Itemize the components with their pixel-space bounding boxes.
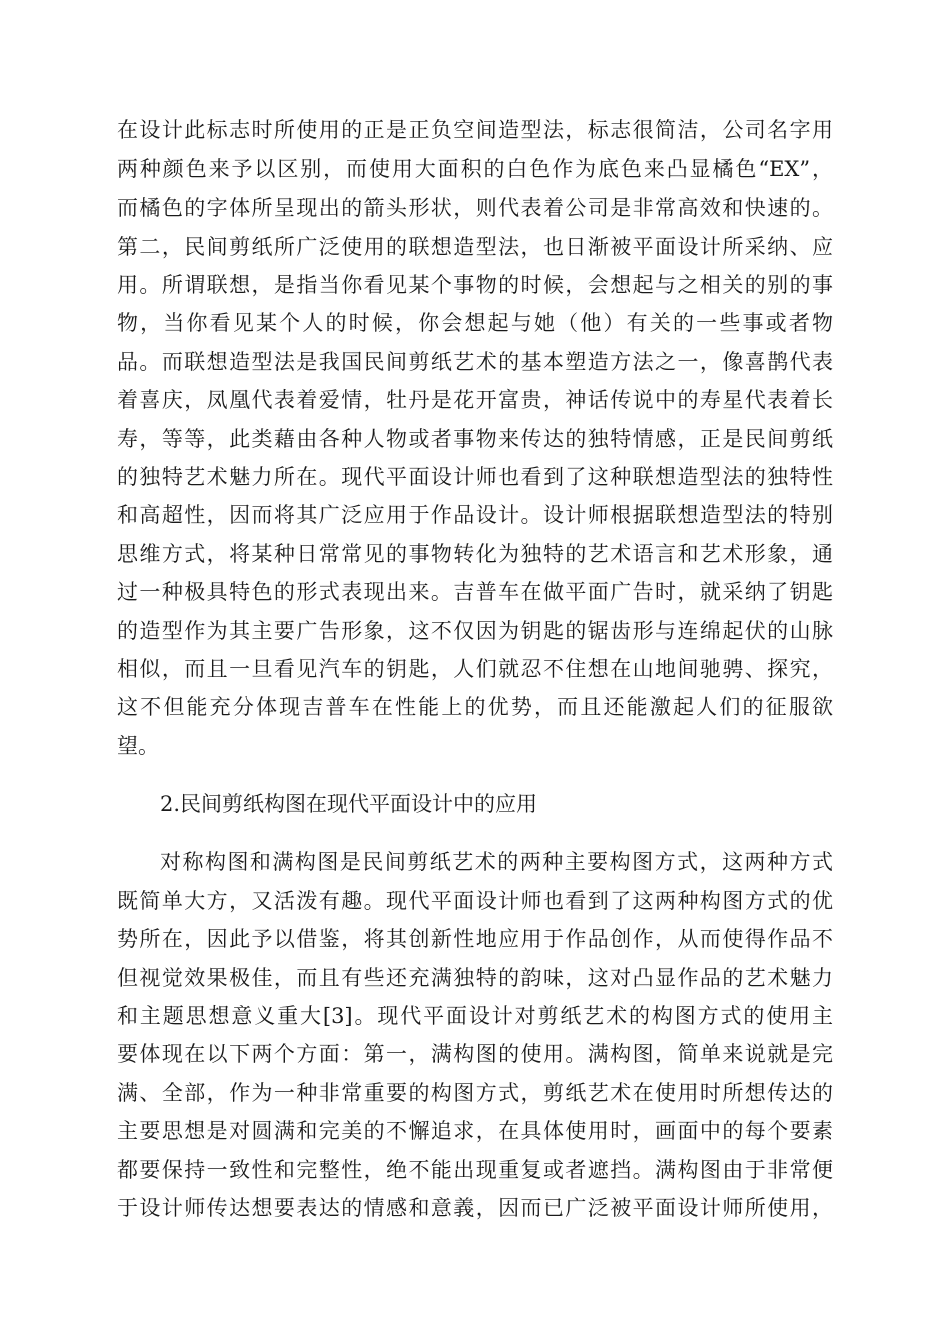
body-line: 过一种极具特色的形式表现出来。吉普车在做平面广告时，就采纳了钥匙 (117, 580, 833, 604)
body-line: 和高超性，因而将其广泛应用于作品设计。设计师根据联想造型法的特别 (117, 503, 833, 527)
body-line: 着喜庆，凤凰代表着爱情，牡丹是花开富贵，神话传说中的寿星代表着长 (117, 388, 833, 412)
body-line: 但视觉效果极佳，而且有些还充满独特的韵味，这对凸显作品的艺术魅力 (117, 966, 833, 990)
body-line: 品。而联想造型法是我国民间剪纸艺术的基本塑造方法之一，像喜鹊代表 (117, 350, 833, 374)
body-line: 满、全部，作为一种非常重要的构图方式，剪纸艺术在使用时所想传达的 (117, 1081, 833, 1105)
body-line: 物，当你看见某个人的时候，你会想起与她（他）有关的一些事或者物 (117, 311, 833, 335)
body-line: 两种颜色来予以区别，而使用大面积的白色作为底色来凸显橘色“EX”， (117, 157, 833, 181)
body-line: 和主题思想意义重大[3]。现代平面设计对剪纸艺术的构图方式的使用主 (117, 1004, 833, 1028)
body-line: 主要思想是对圆满和完美的不懈追求，在具体使用时，画面中的每个要素 (117, 1119, 833, 1143)
body-line: 在设计此标志时所使用的正是正负空间造型法，标志很简洁，公司名字用 (117, 118, 833, 142)
body-line: 的造型作为其主要广告形象，这不仅因为钥匙的锯齿形与连绵起伏的山脉 (117, 619, 833, 643)
body-line: 寿，等等，此类藉由各种人物或者事物来传达的独特情感，正是民间剪纸 (117, 427, 833, 451)
body-line: 既简单大方，又活泼有趣。现代平面设计师也看到了这两种构图方式的优 (117, 889, 833, 913)
body-line: 相似，而且一旦看见汽车的钥匙，人们就忍不住想在山地间驰骋、探究， (117, 657, 833, 681)
body-line: 望。 (117, 734, 159, 758)
body-line: 要体现在以下两个方面：第一，满构图的使用。满构图，简单来说就是完 (117, 1042, 833, 1066)
body-line: 而橘色的字体所呈现出的箭头形状，则代表着公司是非常高效和快速的。 (117, 196, 833, 220)
body-line: 这不但能充分体现吉普车在性能上的优势，而且还能激起人们的征服欲 (117, 695, 833, 719)
body-line: 势所在，因此予以借鉴，将其创新性地应用于作品创作，从而使得作品不 (117, 927, 833, 951)
body-line: 对称构图和满构图是民间剪纸艺术的两种主要构图方式，这两种方式 (160, 850, 833, 874)
body-line: 用。所谓联想，是指当你看见某个事物的时候，会想起与之相关的别的事 (117, 273, 833, 297)
body-line: 思维方式，将某种日常常见的事物转化为独特的艺术语言和艺术形象，通 (117, 542, 833, 566)
body-line: 都要保持一致性和完整性，绝不能出现重复或者遮挡。满构图由于非常便 (117, 1158, 833, 1182)
body-line: 的独特艺术魅力所在。现代平面设计师也看到了这种联想造型法的独特性 (117, 465, 833, 489)
section-heading: 2.民间剪纸构图在现代平面设计中的应用 (160, 792, 538, 816)
body-line: 第二，民间剪纸所广泛使用的联想造型法，也日渐被平面设计所采纳、应 (117, 235, 833, 259)
body-line: 于设计师传达想要表达的情感和意義，因而已广泛被平面设计师所使用， (117, 1196, 833, 1220)
